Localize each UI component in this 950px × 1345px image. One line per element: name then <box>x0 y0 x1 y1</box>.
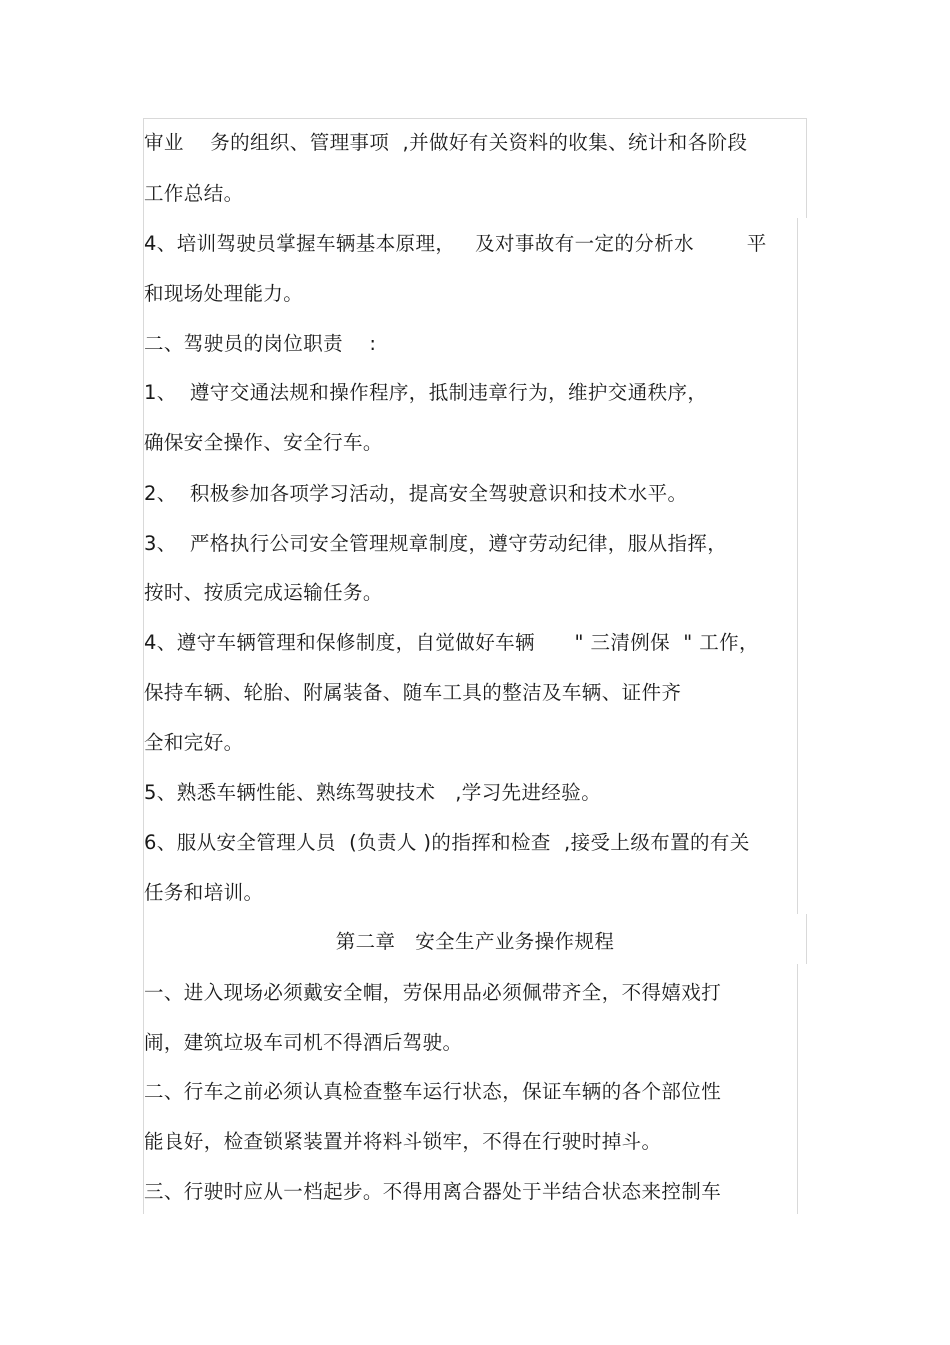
text-line: 6、服从安全管理人员 (负责人 )的指挥和检查 ,接受上级布置的有关 <box>144 831 750 854</box>
text-line: 5、熟悉车辆性能、熟练驾驶技术 ,学习先进经验。 <box>144 781 602 804</box>
text-line: 闹，建筑垃圾车司机不得酒后驾驶。 <box>144 1031 463 1054</box>
text-line: 一、进入现场必须戴安全帽，劳保用品必须佩带齐全，不得嬉戏打 <box>144 981 722 1004</box>
text-line: 和现场处理能力。 <box>144 282 304 305</box>
text-line: 能良好，检查锁紧装置并将料斗锁牢，不得在行驶时掉斗。 <box>144 1130 662 1153</box>
text-line: 3、 严格执行公司安全管理规章制度，遵守劳动纪律，服从指挥， <box>144 532 728 555</box>
text-line: 任务和培训。 <box>144 881 264 904</box>
frame-top <box>144 118 806 119</box>
frame-right-2 <box>797 218 798 914</box>
text-line: 1、 遵守交通法规和操作程序，抵制违章行为，维护交通秩序， <box>144 381 708 404</box>
text-line: 4、遵守车辆管理和保修制度，自觉做好车辆 " 三清例保 " 工作， <box>144 631 759 654</box>
section-heading: 二、驾驶员的岗位职责 : <box>144 332 377 355</box>
text-line: 三、行驶时应从一档起步。不得用离合器处于半结合状态来控制车 <box>144 1180 722 1203</box>
text-line: 全和完好。 <box>144 731 244 754</box>
chapter-heading: 第二章 安全生产业务操作规程 <box>335 930 615 953</box>
text-line: 工作总结。 <box>144 182 244 205</box>
text-line: 2、 积极参加各项学习活动，提高安全驾驶意识和技术水平。 <box>144 482 688 505</box>
text-line: 确保安全操作、安全行车。 <box>144 431 383 454</box>
frame-right-1 <box>806 118 807 218</box>
text-line: 按时、按质完成运输任务。 <box>144 581 383 604</box>
text-line: 保持车辆、轮胎、附属装备、随车工具的整洁及车辆、证件齐 <box>144 681 682 704</box>
text-line: 4、培训驾驶员掌握车辆基本原理， 及对事故有一定的分析水 平 <box>144 232 767 255</box>
text-line: 审业 务的组织、管理事项 ,并做好有关资料的收集、统计和各阶段 <box>144 131 748 154</box>
frame-right-4 <box>797 964 798 1214</box>
text-line: 二、行车之前必须认真检查整车运行状态，保证车辆的各个部位性 <box>144 1080 722 1103</box>
